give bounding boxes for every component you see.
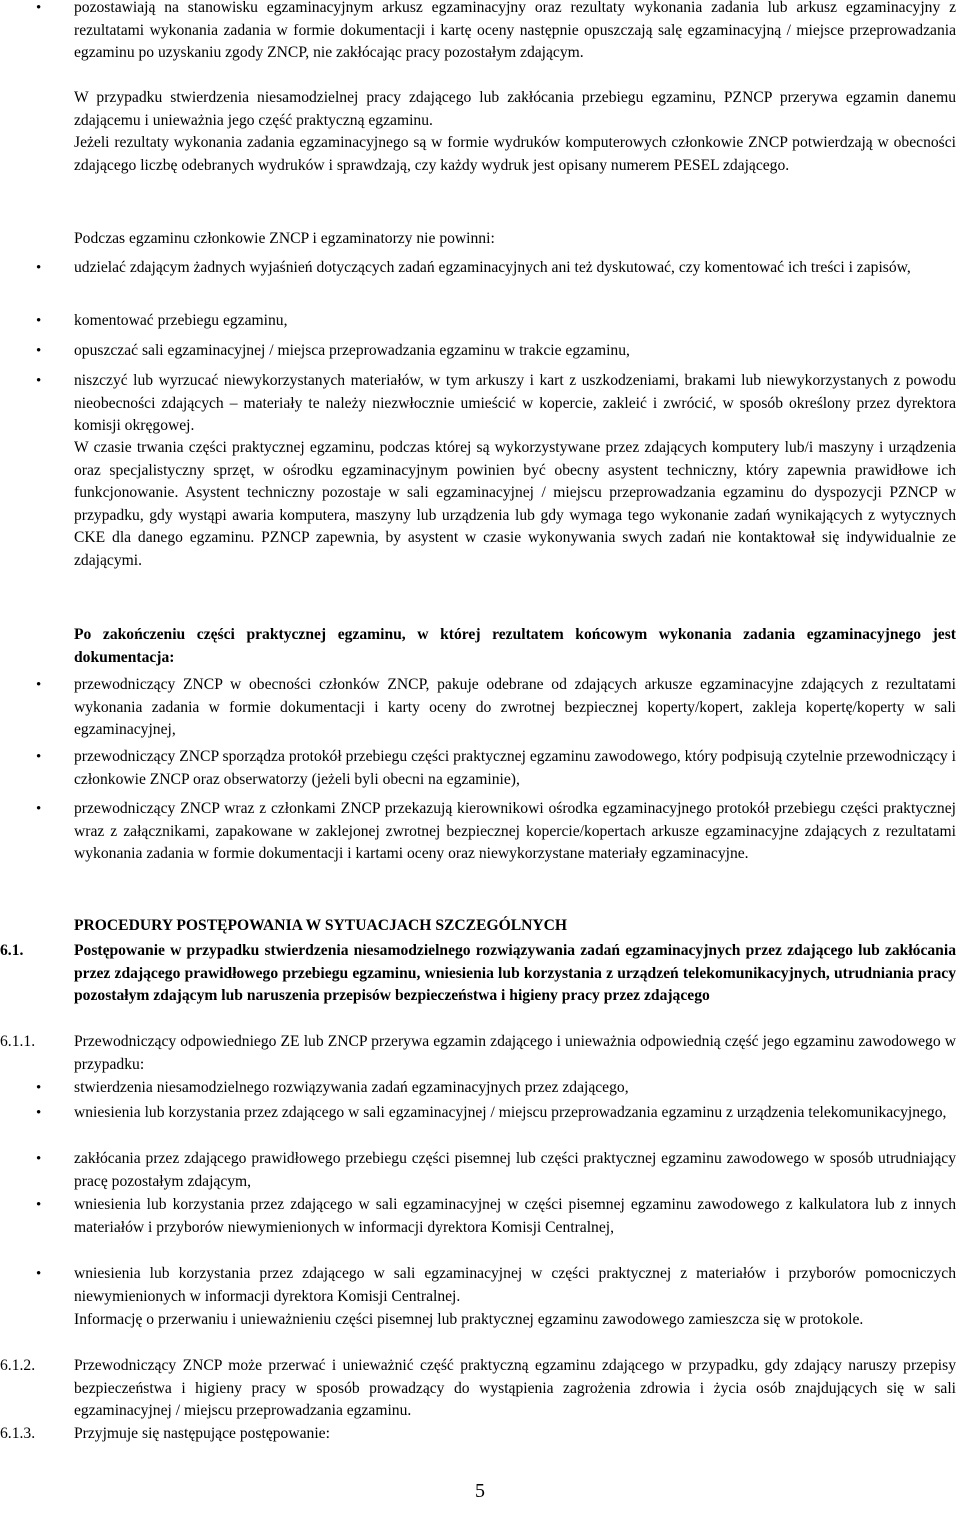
- page-number: 5: [475, 1480, 485, 1502]
- list-item: wniesienia lub korzystania przez zdającego w sali egzaminacyjnej w części pisemnej egzaminu zawodowego z kalkulatora lub z innych materiałów i przyborów niewymienionych w informacji dyrektora Komisji Centralnej,: [74, 1196, 956, 1236]
- bullet-marker: •: [36, 1080, 42, 1096]
- bullet-marker: •: [36, 1151, 42, 1167]
- bullet-marker: •: [36, 749, 42, 765]
- numbered-paragraph: Przewodniczący ZNCP może przerwać i unieważnić część praktyczną egzaminu zdającego w przypadku, gdy zdający naruszy przepisy bezpieczeństwa i higieny pracy w sposób prowadzący do wystąpienia zagrożenia zdrowia i życia osób znajdujących się w sali egzaminacyjnej / miejscu przeprowadzania egzaminu.: [74, 1357, 956, 1420]
- list-item: przewodniczący ZNCP w obecności członków ZNCP, pakuje odebrane od zdających arkusze egzaminacyjne zdających z rezultatami wykonania zadania w formie dokumentacji i karty oceny do zwrotnej bezpiecznej koperty/kopert, zakleja kopertę/koperty w sali egzaminacyjnej,: [74, 676, 956, 739]
- list-item: stwierdzenia niesamodzielnego rozwiązywania zadań egzaminacyjnych przez zdającego,: [74, 1079, 629, 1096]
- list-item: opuszczać sali egzaminacyjnej / miejsca przeprowadzania egzaminu w trakcie egzaminu,: [74, 342, 630, 359]
- bullet-marker: •: [36, 1105, 42, 1121]
- section-number: 6.1.3.: [0, 1425, 36, 1442]
- bullet-marker: •: [36, 373, 42, 389]
- section-number: 6.1.1.: [0, 1033, 36, 1050]
- numbered-paragraph: Postępowanie w przypadku stwierdzenia niesamodzielnego rozwiązywania zadań egzaminacyjnych przez zdającego lub zakłócania przez zdającego prawidłowego przebiegu egzaminu, wniesienia lub korzystania z urządzeń telekomunikacyjnych, utrudniania pracy pozostałym zdającym lub naruszenia przepisów bezpieczeństwa i higieny pracy przez zdającego: [74, 942, 956, 1005]
- bullet-marker: •: [36, 801, 42, 817]
- bullet-marker: •: [36, 0, 42, 16]
- numbered-paragraph: Przewodniczący odpowiedniego ZE lub ZNCP przerywa egzamin zdającego i unieważnia odpowiednią część jego egzaminu zawodowego w przypadku:: [74, 1033, 956, 1073]
- section-number: 6.1.2.: [0, 1357, 36, 1374]
- bullet-marker: •: [36, 677, 42, 693]
- section-number: 6.1.: [0, 942, 24, 959]
- list-item: zakłócania przez zdającego prawidłowego przebiegu części pisemnej lub części praktycznej egzaminu zawodowego w sposób utrudniający pracę pozostałym zdającym,: [74, 1150, 956, 1190]
- bullet-marker: •: [36, 343, 42, 359]
- list-item: pozostawiają na stanowisku egzaminacyjnym arkusz egzaminacyjny oraz rezultaty wykonania zadania lub arkusz egzaminacyjny z rezultatami wykonania zadania w formie dokumentacji i kartę oceny następnie opuszczają salę egzaminacyjną / miejsce przeprowadzania egzaminu po uzyskaniu zgody ZNCP, nie zakłócając pracy pozostałym zdającym.: [74, 0, 956, 62]
- paragraph: Podczas egzaminu członkowie ZNCP i egzaminatorzy nie powinni:: [74, 230, 495, 247]
- bullet-marker: •: [36, 1197, 42, 1213]
- bullet-marker: •: [36, 260, 42, 276]
- paragraph: Po zakończeniu części praktycznej egzaminu, w której rezultatem końcowym wykonania zadania egzaminacyjnego jest dokumentacja:: [74, 626, 956, 666]
- bullet-marker: •: [36, 313, 42, 329]
- paragraph: Informację o przerwaniu i unieważnieniu części pisemnej lub praktycznej egzaminu zawodowego zamieszcza się w protokole.: [74, 1311, 864, 1328]
- list-item: przewodniczący ZNCP sporządza protokół przebiegu części praktycznej egzaminu zawodowego, który podpisują czytelnie przewodniczący i członkowie ZNCP oraz obserwatorzy (jeżeli byli obecni na egzaminie),: [74, 748, 956, 788]
- numbered-paragraph: Przyjmuje się następujące postępowanie:: [74, 1425, 330, 1442]
- paragraph: PROCEDURY POSTĘPOWANIA W SYTUACJACH SZCZEGÓLNYCH: [74, 917, 568, 934]
- paragraph: W czasie trwania części praktycznej egzaminu, podczas której są wykorzystywane przez zdających komputery lub/i maszyny i urządzenia oraz specjalistyczny sprzęt, w ośrodku egzaminacyjnym powinien być obecny asystent techniczny, który zapewnia prawidłowe ich funkcjonowanie. Asystent techniczny pozostaje w sali egzaminacyjnej / miejscu przeprowadzania egzaminu do dyspozycji PZNCP w przypadku, gdy wystąpi awaria komputera, maszyny lub urządzenia lub gdy wymaga tego wykonanie zadań wynikających z wytycznych CKE dla danego egzaminu. PZNCP zapewnia, by asystent w czasie wykonywania swych zadań nie kontaktował się indywidualnie ze zdającymi.: [74, 439, 956, 569]
- list-item: wniesienia lub korzystania przez zdającego w sali egzaminacyjnej w części praktycznej z materiałów i przyborów pomocniczych niewymienionych w informacji dyrektora Komisji Centralnej.: [74, 1265, 956, 1305]
- list-item: przewodniczący ZNCP wraz z członkami ZNCP przekazują kierownikowi ośrodka egzaminacyjnego protokół przebiegu części praktycznej wraz z załącznikami, zapakowane w zaklejonej zwrotnej bezpiecznej kopercie/kopertach arkusze egzaminacyjne zdających z rezultatami wykonania zadania w formie dokumentacji i kartami oceny oraz niewykorzystane materiały egzaminacyjne.: [74, 800, 956, 863]
- list-item: niszczyć lub wyrzucać niewykorzystanych materiałów, w tym arkuszy i kart z uszkodzeniami, brakami lub niewykorzystanych z powodu nieobecności zdających – materiały te należy niezwłocznie umieścić w kopercie, zakleić i zwrócić, w sposób określony przez dyrektora komisji okręgowej.: [74, 372, 956, 435]
- list-item: udzielać zdającym żadnych wyjaśnień dotyczących zadań egzaminacyjnych ani też dyskutować, czy komentować ich treści i zapisów,: [74, 259, 911, 276]
- paragraph: Jeżeli rezultaty wykonania zadania egzaminacyjnego są w formie wydruków komputerowych członkowie ZNCP potwierdzają w obecności zdającego liczbę odebranych wydruków i sprawdzają, czy każdy wydruk jest opisany numerem PESEL zdającego.: [74, 134, 956, 174]
- list-item: komentować przebiegu egzaminu,: [74, 312, 288, 329]
- list-item: wniesienia lub korzystania przez zdającego w sali egzaminacyjnej / miejscu przeprowadzania egzaminu z urządzenia telekomunikacyjnego,: [74, 1104, 947, 1121]
- bullet-marker: •: [36, 1266, 42, 1282]
- paragraph: W przypadku stwierdzenia niesamodzielnej pracy zdającego lub zakłócania przebiegu egzaminu, PZNCP przerywa egzamin danemu zdającemu i unieważnia jego część praktyczną egzaminu.: [74, 89, 956, 129]
